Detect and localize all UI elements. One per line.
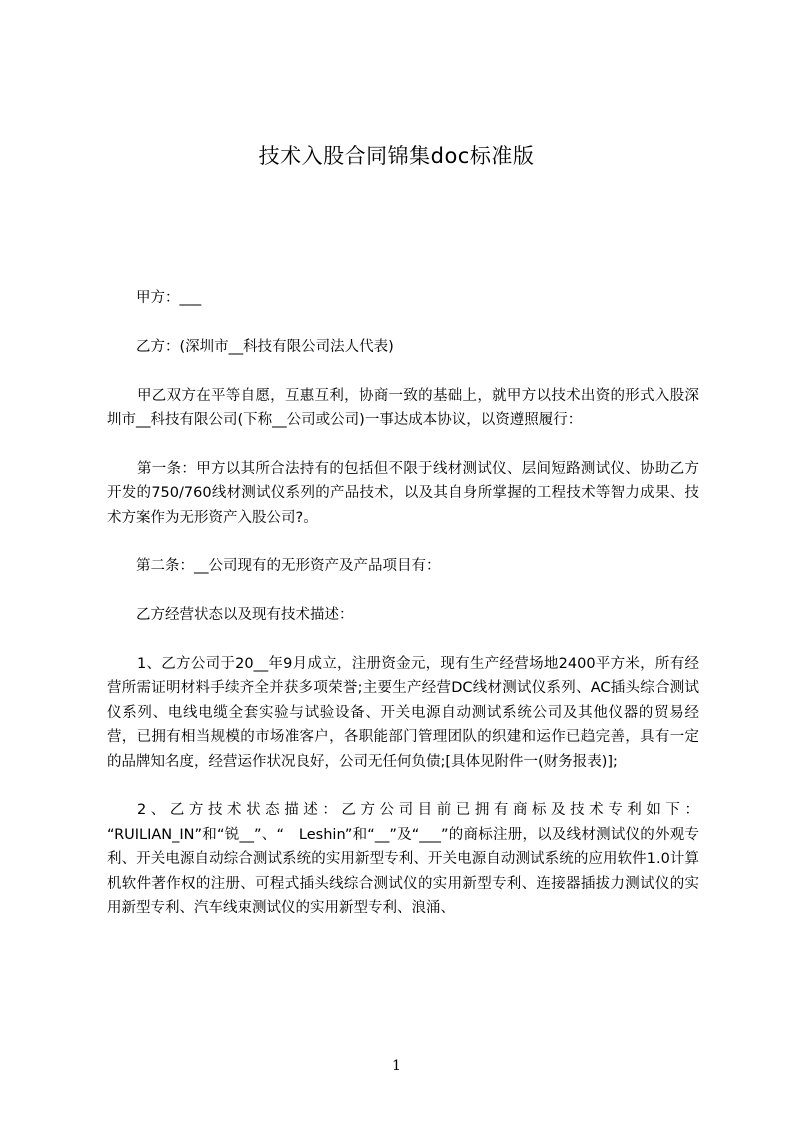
intro-paragraph: 甲乙双方在平等自愿，互惠互利，协商一致的基础上，就甲方以技术出资的形式入股深圳市__科技有限公司(下称__公司或公司)一事达成本协议，以资遵照履行：	[107, 387, 699, 428]
party-a-line: 甲方：___	[136, 290, 202, 306]
article-2-paragraph: 第二条：__公司现有的无形资产及产品项目有：	[136, 558, 441, 575]
document-body	[107, 286, 699, 945]
party-b-line: 乙方：(深圳市__科技有限公司法人代表)	[136, 338, 394, 355]
document-title: 技术入股合同锦集doc标准版	[258, 144, 535, 168]
page-number: 1	[392, 1058, 401, 1074]
article-1-paragraph: 第一条：甲方以其所合法持有的包括但不限于线材测试仪、层间短路测试仪、协助乙方开发的750/760线材测试仪系列的产品技术，以及其自身所掌握的工程技术等智力成果、技术方案作为无形资产入股公司?。	[107, 460, 699, 526]
status-heading: 乙方经营状态以及现有技术描述：	[136, 607, 354, 624]
item-2-first-line: 2、乙方技术状态描述：乙方公司目前已拥有商标及技术专利如下：	[137, 802, 699, 819]
item-2-paragraph	[107, 798, 699, 920]
item-1-paragraph: 1、乙方公司于20__年9月成立，注册资金元，现有生产经营场地2400平方米，所有经营所需证明材料手续齐全并获多项荣誉;主要生产经营DC线材测试仪系列、AC插头综合测试仪系列、电线电缆全套实验与试验设备、开关电源自动测试系统公司及其他仪器的贸易经营，已拥有相当规模的市场准客户，各职能部门管理团队的织建和运作已趋完善，具有一定的品牌知名度，经营运作状况良好，公司无任何负债;[具体见附件一(财务报表)];	[107, 656, 699, 770]
item-2-continued: “RUILIAN_IN”和“锐__”、“ Leshin”和“__”及“___”的商标注册，以及线材测试仪的外观专利、开关电源自动综合测试系统的实用新型专利、开关电源自动测试系统的应用软件1.0计算机软件著作权的注册、可程式插头线综合测试仪的实用新型专利、连接器插拔力测试仪的实用新型专利、汽车线束测试仪的实用新型专利、浪涌、	[107, 826, 699, 917]
